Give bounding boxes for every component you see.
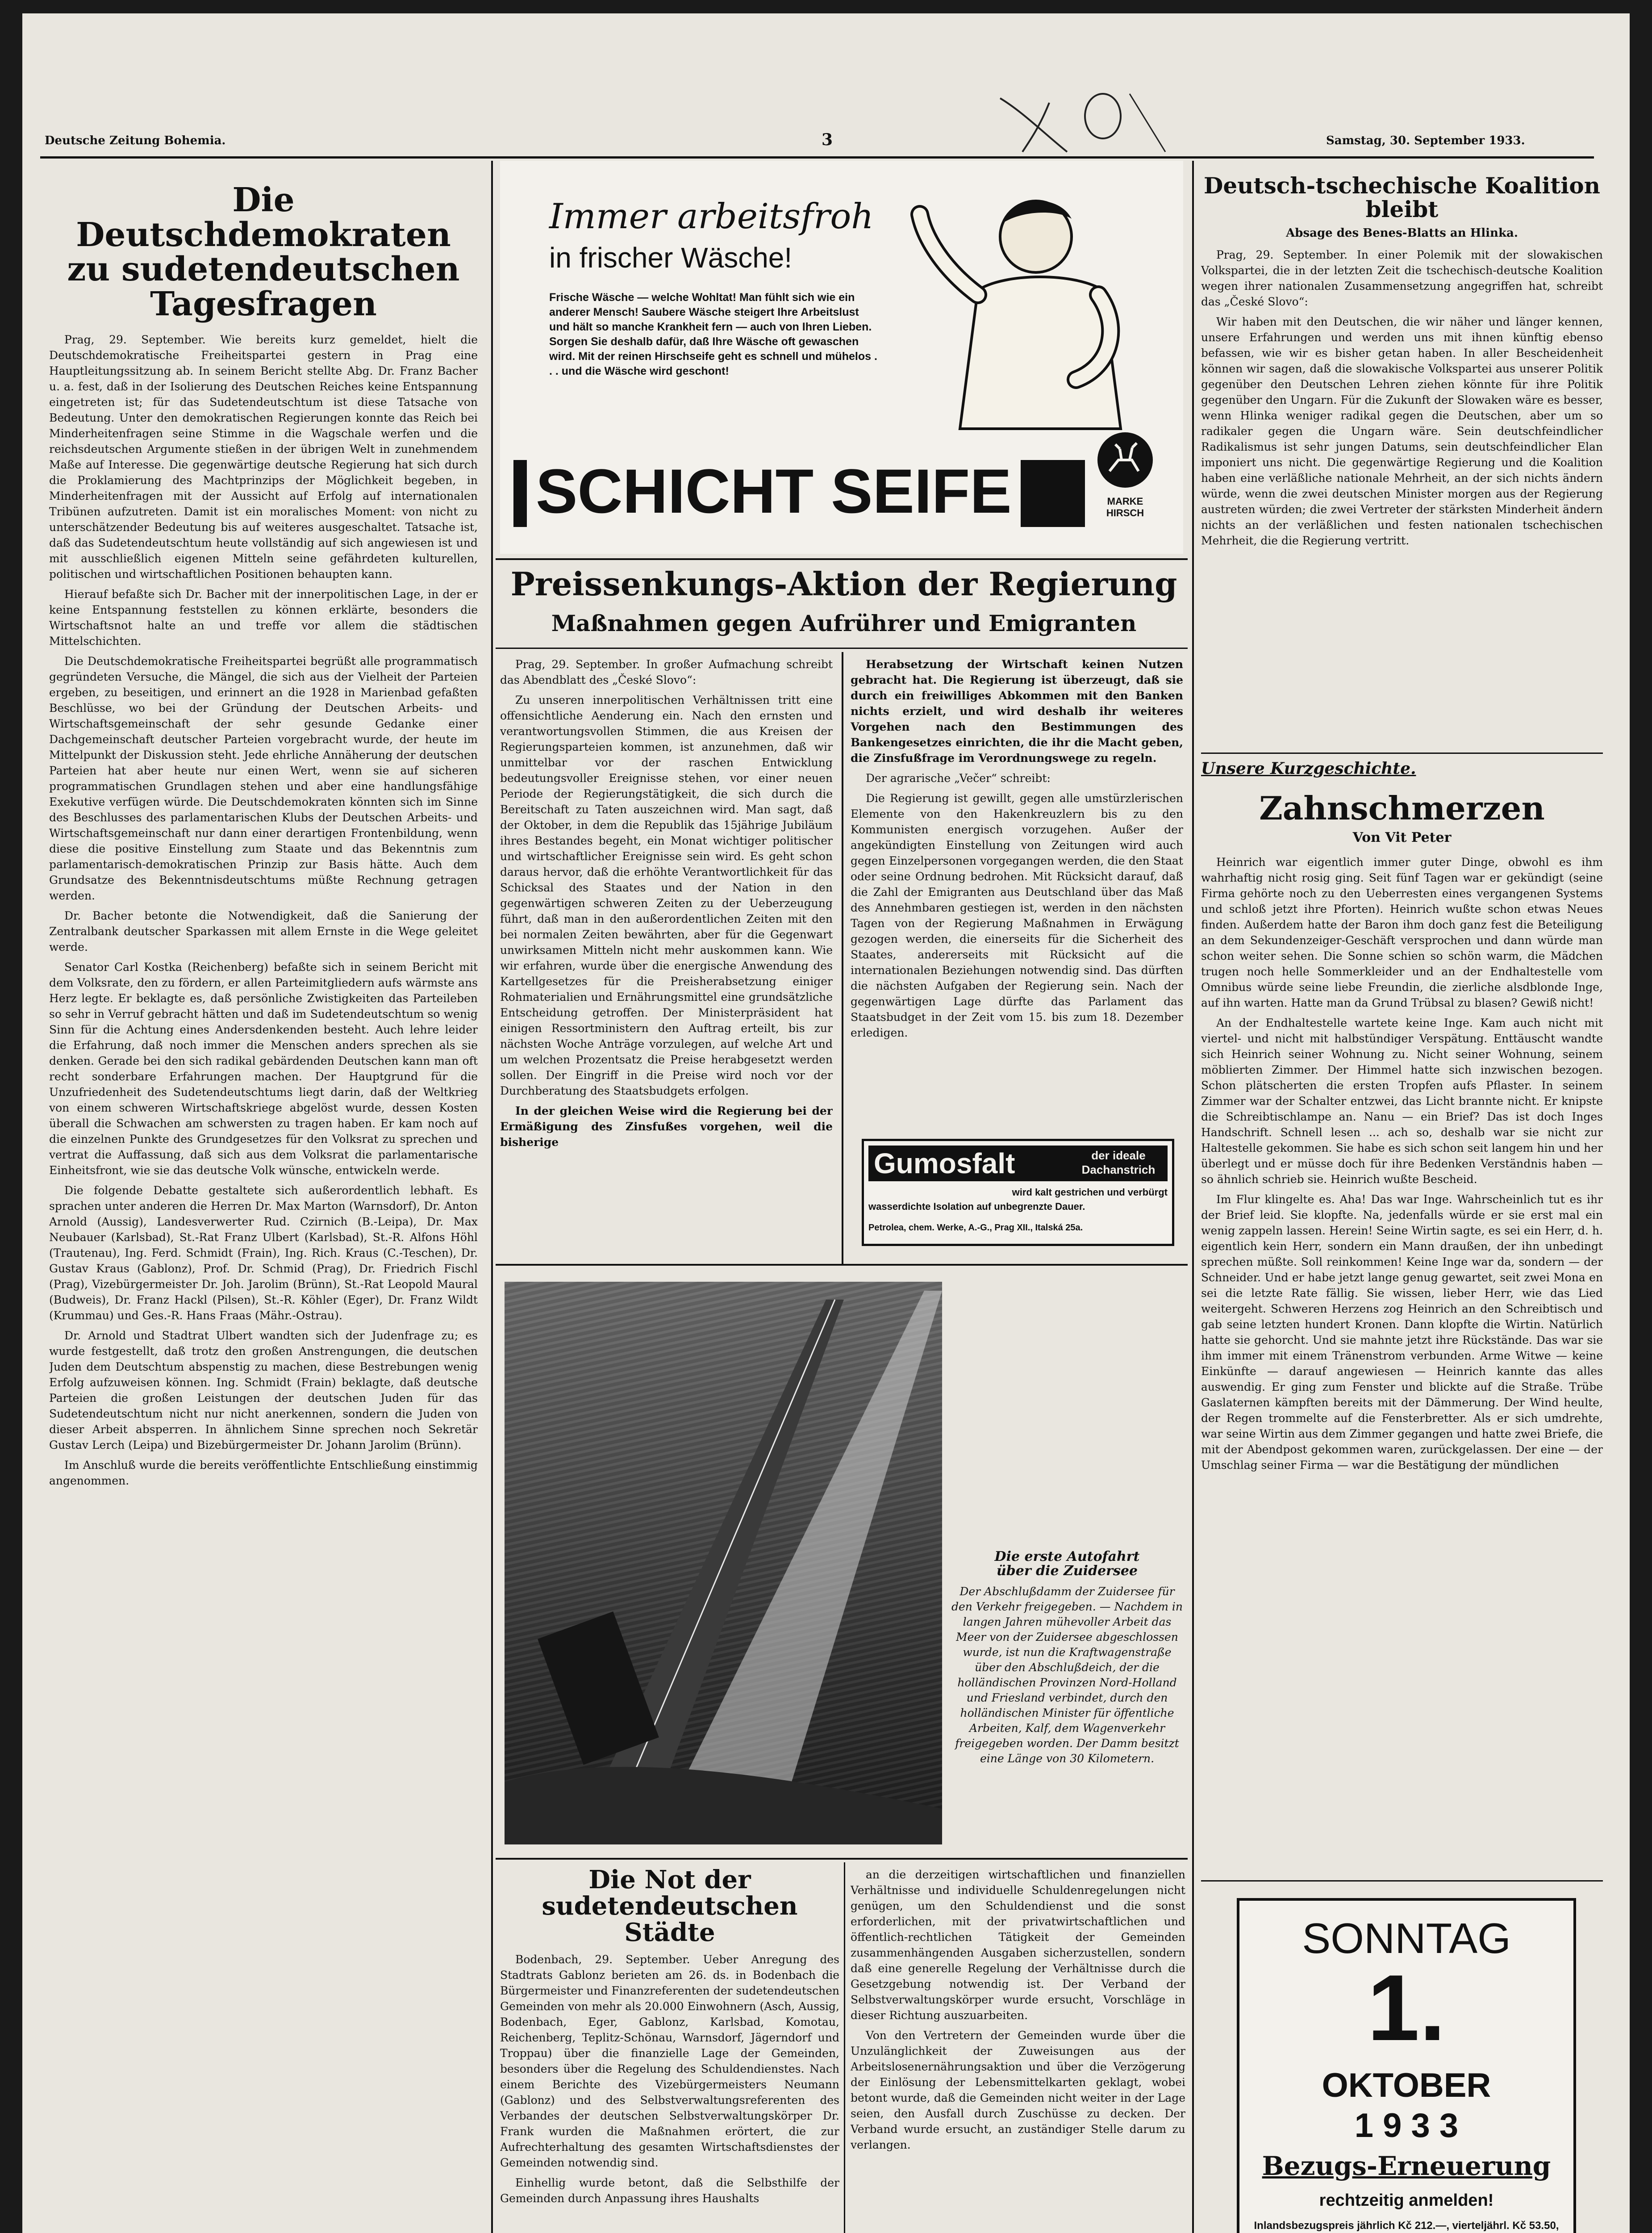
paragraph: Im Flur klingelte es. Aha! Das war Inge. Wahrscheinlich tut es ihr der Brief leid. Sie klopfte. Na, jedenfalls würde er sie erst mal ein wenig zappeln lassen. Herein! Seine Wirtin sagte, es sei ein Herr, d. h. eigentlich kein Herr, sondern ein Mann draußen, der ihn unbedingt sprechen müßte. Soll reinkommen! Keine Inge war da, sondern — der Schneider. Und er habe jetzt lange genug gewartet, seit zwei Mona en sei die letzte Rate fällig. Sie wissen, lieber Herr, wie das Lied weitergeht. Schweren Herzens zog Heinrich an den Schreibtisch und gab seine letzten hundert Kronen. Dann klopfte die Wirtin. Natürlich hatte sie gehorcht. Und sie mahnte jetzt ihre Rückstände. Das war sie ihm immer mit einem Tränenstrom verbunden. Arme Witwe — keine Einkünfte — darauf angewiesen — Heinrich kannte das alles auswendig. Er ging zum Fenster und blickte auf die Straße. Trübe Gaslaternen kämpften bereits mit der Dämmerung. Der Wind heulte, der Regen trommelte auf die Fensterbretter. Als er sich umdrehte, war seine Wirtin aus dem Zimmer gegangen und hatte zwei Briefe, die mit der Abendpost gekommen waren, zurückgelassen. Der eine — der Umschlag seiner Firma — war die Bestätigung der mündlichen [1201, 1192, 1603, 1472]
headline-line-2: Städte [624, 1917, 715, 1947]
paragraph: Herabsetzung der Wirtschaft keinen Nutzen gebracht hat. Die Regierung ist überzeugt, daß sie durch ein freiwilliges Abkommen mit den Banken nichts erzielt, und wird deshalb ihr weiteres Vorgehen nach den Bestimmungen des Bankengesetzes einrichten, die ihr die Macht geben, die Zinsfußfrage im Verordnungswege zu regeln. [851, 658, 1183, 765]
headline-line-1: Die Not der sudetendeutschen [542, 1865, 798, 1921]
subheadline: Absage des Benes-Blatts an Hlinka. [1286, 226, 1518, 240]
paragraph: Einhellig wurde betont, daß die Selbsthilfe der Gemeinden durch Anpassung ihres Haushalts [500, 2176, 839, 2205]
section-rule [1201, 1880, 1603, 1882]
ad-schicht-seife [500, 161, 1183, 554]
ad-gumosfalt-line-1: wird kalt gestrichen und verbürgt [1012, 1187, 1168, 1198]
paragraph: Heinrich war eigentlich immer guter Dinge, obwohl es ihm wahrhaftig nicht rosig ging. Seit fünf Tagen war er gekündigt (seine Firma gehörte noch zu den Ueberresten eines vergangenen Systems und schloß jetzt ihre Pforten). Heinrich wußte schon etwas Neues finden. Außerdem hatte der Baron ihm doch ganz fest die Beteiligung an dem Sekundenzeiger-Geschäft versprochen und dann würde man schon weiter sehen. Die Sonne schien so schön warm, die Mädchen trugen noch helle Sommerkleider und an der Endhaltestelle vom Omnibus würde seine liebe Freundin, die zierliche alsdblonde Inge, auf ihn warten. Hatte man da Grund Trübsal zu blasen? Gewiß nicht! [1201, 855, 1603, 1009]
article-not-der-staedte-col-2 [851, 1867, 1185, 2233]
ad-slogan-2: in frischer Wäsche! [549, 242, 793, 274]
article-body [1201, 247, 1603, 716]
masthead-date: Samstag, 30. September 1933. [1326, 134, 1525, 147]
newspaper-page [22, 13, 1630, 2233]
paragraph: an die derzeitigen wirtschaftlichen und finanziellen Verhältnisse und individuelle Schuldenregelungen nicht genügen, um den Schuldendienst und die sonst erforderlichen, mit der privatwirtschaftlichen und öffentlich-rechtlichen Tätigkeit der Gemeinden zusammenhängenden Ausgaben sicherzustellen, sondern daß eine generelle Regelung der Verhältnisse durch die Gesetzgebung notwendig ist. Der Verband der Selbstverwaltungskörper wurde ersucht, Vorschläge in dieser Richtung auszuarbeiten. [851, 1868, 1185, 2022]
paragraph: Prag, 29. September. In großer Aufmachung schreibt das Abendblatt des „České Slovo“: [500, 658, 833, 686]
ad-marke-label [1089, 496, 1161, 519]
paragraph: Dr. Bacher betonte die Notwendigkeit, daß die Sanierung der Zentralbank deutscher Sparkassen mit allem Ernste in die Wege geleitet werde. [49, 909, 478, 953]
ad-slogan-1: Immer arbeitsfroh [549, 197, 874, 237]
masthead-paper: Deutsche Zeitung Bohemia. [45, 134, 226, 147]
headline-line-2: zu sudetendeutschen [67, 250, 460, 289]
article-preissenkung-col-2 [851, 657, 1183, 1125]
hirsch-deer-logo [1094, 429, 1156, 491]
washing-man-illustration [889, 179, 1174, 447]
ad-hirsch: HIRSCH [1106, 507, 1144, 519]
ad-year: 1 9 3 3 [1354, 2107, 1459, 2145]
paragraph: Zu unseren innerpolitischen Verhältnissen tritt eine offensichtliche Aenderung ein. Nach den ernsten und verantwortungsvollen Stimmen, die aus Kreisen der Regierungsparteien kommen, ist anzunehmen, daß wir unmittelbar vor der raschen Entwicklung bedeutungsvoller Ereignisse stehen, vor einer neuen Periode der Regierungstätigkeit, die sich durch die Bereitschaft zu Taten auszeichnen wird. Man sagt, daß der Oktober, in dem die Republik das 15jährige Jubiläum ihres Bestandes begeht, ein Monat wichtiger politischer und wirtschaftlicher Ereignisse sein wird. Es geht schon daraus hervor, daß die erhöhte Verantwortlichkeit für das Schicksal des Staates und der Nation in den gegenwärtigen schweren Zeiten zu der Ueberzeugung führt, daß man in den außerordentlichen Zeiten mit den bei normalen Zeiten bewährten, aber für die Gegenwart unwirksamen Mitteln nicht mehr auskommen kann. Wie wir erfahren, wurde über die energische Anwendung des Kartellgesetzes für die Preisherabsetzung einiger Rohmaterialien und Ernährungsmittel eine grundsätzliche Entscheidung getroffen. Der Ministerpräsident hat einigen Ressortministern den Auftrag erteilt, bis zur nächsten Woche Anträge vorzulegen, auf welche Art und um welchen Prozentsatz die Preise herabgesetzt werden sollen. Der Eingriff in die Preise wird noch vor der Durchberatung des Staatsbudgets erfolgen. [500, 694, 833, 1097]
story-body [1201, 854, 1603, 1917]
paragraph: Im Anschluß wurde die bereits veröffentlichte Entschließung einstimmig angenommen. [49, 1458, 478, 1487]
headline-line-1: Deutsch-tschechische Koalition [1203, 172, 1600, 199]
story-title: Zahnschmerzen [1259, 789, 1545, 827]
article-zahnschmerzen [1201, 759, 1603, 1917]
photo-caption: Der Abschlußdamm der Zuidersee für den Verkehr freigegeben. — Nachdem in langen Jahren mühevoller Arbeit das Meer von der Zuidersee abgeschlossen wurde, ist nun die Kraftwagenstraße über den Abschlußdeich, der die holländischen Provinzen Nord-Holland und Friesland verbindet, durch den holländischen Minister für öffentliche Arbeiten, Kalf, dem Wagenverkehr freigegeben worden. Der Damm besitzt eine Länge von 30 Kilometern. [951, 1585, 1183, 1765]
paragraph: In der gleichen Weise wird die Regierung bei der Ermäßigung des Zinsfußes vorgehen, weil die bisherige [500, 1104, 833, 1149]
column-divider [844, 1862, 845, 2233]
headline-line-2: bleibt [1365, 196, 1439, 222]
handwritten-mark [996, 85, 1183, 161]
headline-line-3: Tagesfragen [150, 285, 377, 324]
ad-gumosfalt [862, 1139, 1174, 1246]
article-not-der-staedte [500, 1867, 839, 2233]
photo-title-1: Die erste Autofahrt [994, 1549, 1140, 1564]
section-label: Unsere Kurzgeschichte. [1201, 759, 1416, 778]
ad-marke: MARKE [1107, 496, 1143, 507]
section-rule [496, 648, 1188, 649]
paragraph: Prag, 29. September. Wie bereits kurz gemeldet, hielt die Deutschdemokratische Freiheitspartei gestern in Prag eine Hauptleitungssitzung ab. In seinem Bericht stellte Abg. Dr. Franz Bacher u. a. fest, daß in der Isolierung des Deutschen Reiches keine Entspannung eingetreten ist; für das Sudetendeutschtum ist diese Tatsache von Bedeutung. Unter den demokratischen Regierungen konnte das Reich bei Minderheitenfragen seine Stimme in die Wagschale werfen und die reichsdeutschen Argumente stießen in der übrigen Welt in zunehmendem Maße auf Interesse. Die gegenwärtige deutsche Regierung hat sich durch die Proklamierung des Machtprinzips der Möglichkeit begeben, in Minderheitenfragen mit der Aussicht auf Erfolg auf internationalen Tribünen aufzutreten. Damit ist ein moralisches Moment: von nicht zu unterschätzender Bedeutung bis auf weiteres ausgeschaltet. Tatsache ist, daß das Sudetendeutschtum heute vollständig auf sich angewiesen ist und mit ausschließlich eigenen Mitteln seine gefährdeten kulturellen, politischen und wirtschaftlichen Positionen behaupten kann. [49, 333, 478, 581]
section-rule [496, 558, 1188, 560]
headline-preissenkung: Preissenkungs-Aktion der Regierung [510, 565, 1177, 603]
paragraph: Senator Carl Kostka (Reichenberg) befaßte sich in seinem Bericht mit dem Volksrate, den zu fördern, er allen Parteimitgliedern aufs wärmste ans Herz legte. Er beklagte es, daß persönliche Zwistigkeiten das Parteileben so sehr in Verruf gebracht hätten und daß im Sudetendeutschtum so wenig Sinn für die Achtung eines Andersdenkenden besteht. Auch lehre leider die Erfahrung, daß noch immer die Menschen anders sprechen als sie denken. Gerade bei den sich radikal gebärdenden Deutschen kann man oft recht sonderbare Erfahrungen machen. Der Hauptgrund für die Unzufriedenheit des Sudetendeutschtums liegt darin, daß der Weltkrieg von einem schweren Wirtschaftskriege abgelöst wurde, dessen Kosten überall die Schwachen am schwersten zu tragen haben. Er kam noch auf die einzelnen Punkte des Grundgesetzes für den Volksrat zu sprechen und vertrat die Auffassung, daß sich aus dem Volksrat die parlamentarische Einheitsfront, wie sie das deutsche Volk wünsche, entwickeln werde. [49, 960, 478, 1177]
section-rule [496, 1858, 1188, 1860]
page-number: 3 [822, 130, 833, 149]
section-rule [1201, 753, 1603, 754]
story-author: Von Vit Peter [1352, 829, 1452, 845]
zuidersee-photo [505, 1282, 942, 1844]
ad-gumosfalt-line-3: Petrolea, chem. Werke, A.-G., Prag XII., Italská 25a. [868, 1223, 1083, 1233]
article-body [49, 332, 478, 2233]
photo-title-2: über die Zuidersee [996, 1563, 1138, 1579]
ad-note: rechtzeitig anmelden! [1319, 2191, 1494, 2210]
article-koalition [1201, 174, 1603, 716]
article-body [500, 1952, 839, 2233]
ad-gumosfalt-brand: Gumosfalt [874, 1147, 1015, 1179]
paragraph: Wir haben mit den Deutschen, die wir näher und länger kennen, unsere Erfahrungen und werden uns mit ihnen künftig ebenso befassen, wie wir es bisher getan haben. In aller Bescheidenheit können wir sagen, daß die slowakische Volkspartei aus unserer Politik gegenüber den Deutschen Lehren ziehen könnte für ihre Politik gegenüber den Ungarn. Für die Zukunft der Slowaken wäre es besser, wenn Hlinka weniger radikal gegen die Deutschen, aber um so radikaler gegen die Ungarn wäre. Sein deutschfeindlicher Radikalismus ist sehr jungen Datums, sein deutschfeindlicher Elan imponiert uns nicht. Die gegenwärtige Regierung und die Koalition haben eine verläßliche nationale Mehrheit, an der sich nichts ändern würde, wenn die zwei deutschen Minister morgen aus der Regierung austreten würden; die zwei Vertreter der stärksten Minderheit ändern nichts an der verläßlichen und festen nationalen tschechischen Mehrheit, die die Regierung vertritt. [1201, 315, 1603, 547]
ad-brand: SCHICHT SEIFE [527, 456, 1021, 527]
ad-gumosfalt-tag-2: Dachanstrich [1081, 1163, 1156, 1176]
ad-gumosfalt-tag-1: der ideale [1091, 1149, 1146, 1162]
ad-sonntag [1237, 1898, 1576, 2233]
ad-day: SONNTAG [1302, 1915, 1511, 1962]
ad-price: Inlandsbezugspreis jährlich Kč 212.—, vierteljährl. Kč 53.50, [1254, 2220, 1559, 2232]
column-divider [1192, 161, 1194, 2233]
paragraph: Die Deutschdemokratische Freiheitspartei begrüßt alle programmatisch gegründeten Versuche, die Mängel, die sich aus der Vielheit der Parteien ergeben, zu beseitigen, und erinnert an die 1928 in Marienbad gefaßten Beschlüsse, wo bei der Gründung der Deutschen Arbeits- und Wirtschaftsgemeinschaft der sehr gesunde Gedanke einer Dachgemeinschaft deutscher Parteien vorgebracht wurde, der heute im Mittelpunkt der Diskussion steht. Jede ehrliche Annäherung der deutschen Parteien hat aber heute nur einen Wert, wenn sie auf sicheren programmatischen Grundlagen stehen und aber eine handlungsfähige Exekutive verfügen würde. Die Deutschdemokraten könnten sich im Sinne des Beschlusses des parlamentarischen Klubs der Deutschen Arbeits- und Wirtschaftsgemeinschaft nur dann einer derartigen Frontenbildung, wenn diese die positive Einstellung zum Staate und das Bekenntnis zum parlamentarisch-demokratischen Prinzip zur Basis hätte. Auch dem Grundsatze des Bekenntnisdeutschtums müßte Rechnung getragen werden. [49, 654, 478, 902]
headline-line-1: Die Deutschdemokraten [76, 181, 451, 254]
ad-gumosfalt-tag [1074, 1148, 1163, 1177]
ad-month: OKTOBER [1322, 2066, 1491, 2104]
article-deutschdemokraten [49, 183, 478, 2233]
masthead-rule [40, 156, 1594, 159]
photo-caption-block [951, 1550, 1183, 1766]
ad-renewal: Bezugs-Erneuerung [1262, 2151, 1551, 2181]
section-rule [496, 1264, 1188, 1266]
paragraph: Dr. Arnold und Stadtrat Ulbert wandten sich der Judenfrage zu; es wurde festgestellt, daß trotz den großen Anstrengungen, die deutschen Juden dem Deutschtum abspenstig zu machen, diese Bestrebungen wenig Erfolg aufzuweisen können. Ing. Schmidt (Frain) beklagte, daß deutsche Parteien die großen Leistungen der deutschen Juden für das Sudetendeutschtum nicht nur nicht anerkennen, sondern die Juden von dieser Arbeit absperren. In ähnlichem Sinne sprechen noch Sekretär Gustav Lerch (Leipa) und Bizebürgermeister Dr. Johann Jarolim (Brünn). [49, 1329, 478, 1451]
article-preissenkung-col-1 [500, 657, 833, 1259]
subheadline-preissenkung: Maßnahmen gegen Aufrührer und Emigranten [551, 610, 1137, 636]
column-divider [842, 652, 843, 1264]
paragraph: Der agrarische „Večer“ schreibt: [866, 772, 1051, 785]
column-divider [491, 161, 493, 2233]
paragraph: Die Regierung ist gewillt, gegen alle umstürzlerischen Elemente von den Hakenkreuzlern bis zu den Kommunisten energisch vorzugehen. Außer der angekündigten Einstellung von Zeitungen wird auch gegen Einzelpersonen vorgegangen werden, die den Staat oder seine Ordnung bedrohen. Mit Rücksicht darauf, daß die Zahl der Emigranten aus Deutschland über das Maß des Annehmbaren gestiegen ist, werden in den nächsten Tagen von der Regierung Maßnahmen in Erwägung gezogen werden, die einerseits für die Sicherheit des Staates, andererseits mit Rücksicht auf die internationalen Beziehungen notwendig sind. Das dürften die nächsten Aufgaben der Regierung sein. Nach der gegenwärtigen Lage dürfte das Parlament das Staatsbudget in der Zeit vom 15. bis zum 18. Dezember erledigen. [851, 792, 1183, 1039]
ad-date-number: 1. [1367, 1955, 1446, 2060]
paragraph: Prag, 29. September. In einer Polemik mit der slowakischen Volkspartei, die in der letzten Zeit die tschechisch-deutsche Koalition wegen ihrer nationalen Zusammensetzung angegriffen hat, schreibt das „České Slovo“: [1201, 248, 1603, 308]
paragraph: Von den Vertretern der Gemeinden wurde über die Unzulänglichkeit der Zuweisungen aus der Arbeitslosenernährungsaktion und über die Verzögerung der Einlösung der Lebensmittelkarten geklagt, wobei betont wurde, daß die Gemeinden nicht weiter in der Lage seien, den Ausfall durch Zuschüsse zu decken. Der Verband wurde ersucht, an zuständiger Stelle darum zu verlangen. [851, 2029, 1185, 2151]
paragraph: Die folgende Debatte gestaltete sich außerordentlich lebhaft. Es sprachen unter anderen die Herren Dr. Max Marton (Warnsdorf), Dr. Anton Arnold (Aussig), Landesverwerter Rud. Czirnich (B.-Leipa), Dr. Max Neubauer (Karlsbad), St.-Rat Franz Ulbert (Karlsbad), St.-R. Alfons Höhl (Trautenau), Ing. Ferd. Schmidt (Frain), Ing. Rich. Kraus (C.-Teschen), Dr. Gustav Kraus (Gablonz), Prof. Dr. Schmid (Prag), Dr. Friedrich Fischl (Prag), Vizebürgermeister Dr. Joh. Jarolim (Brünn), St.-Rat Leopold Maural (Budweis), Dr. Franz Hackl (Pilsen), St.-R. Köhler (Eger), Dr. Franz Wildt (Krummau) und Ges.-R. Hans Fraas (Mähr.-Ostrau). [49, 1183, 478, 1322]
paragraph: An der Endhaltestelle wartete keine Inge. Kam auch nicht mit viertel- und nicht mit halbstündiger Verspätung. Enttäuscht wandte sich Heinrich seiner Wohnung zu. Nicht seiner Wohnung, seinem möblierten Zimmer. Der Himmel hatte sich inzwischen bezogen. Schon plätscherten die ersten Tropfen aufs Pflaster. In seinem Zimmer war der Schalter entzwei, das Licht brannte nicht. Er knipste die Schreibtischlampe an. Nanu — ein Brief? Das ist doch Inges Handschrift. Schnell lesen ... ach so, deshalb war sie nicht zur Haltestelle gekommen. Sie habe es sich schon seit langem hin und her überlegt und er müsse doch für ihre Bedenken Verständnis haben — so ähnlich schrieb sie. Heinrich wußte Bescheid. [1201, 1016, 1603, 1186]
ad-body: Frische Wäsche — welche Wohltat! Man fühlt sich wie ein anderer Mensch! Saubere Wäsche steigert Ihre Arbeitslust und hält so manche Krankheit fern — auch von Ihren Lieben. Sorgen Sie deshalb dafür, daß Ihre Wäsche oft gewaschen wird. Mit der reinen Hirschseife geht es schnell und mühelos . . . und die Wäsche wird geschont! [549, 291, 877, 377]
paragraph: Hierauf befaßte sich Dr. Bacher mit der innerpolitischen Lage, in der er keine Entspannung feststellen zu können erklärte, besonders die Wirtschaftsnot halte an und treffe vor allem die städtischen Mittelschichten. [49, 587, 478, 648]
paragraph: Bodenbach, 29. September. Ueber Anregung des Stadtrats Gablonz berieten am 26. ds. in Bodenbach die Bürgermeister und Finanzreferenten der sudetendeutschen Gemeinden von mehr als 20.000 Einwohnern (Asch, Aussig, Bodenbach, Eger, Gablonz, Karlsbad, Komotau, Reichenberg, Teplitz-Schönau, Warnsdorf, Jägerndorf und Troppau) über die finanzielle Lage der Gemeinden, besonders über die Regelung des Schuldendienstes. Nach einem Berichte des Vizebürgermeisters Neumann (Gablonz) und des Selbstverwaltungsreferenten des Verbandes der deutschen Selbstverwaltungskörper Dr. Frank wurden die Maßnahmen erörtert, die zur Aufrechterhaltung des gesamten Wirtschaftsdienstes der Gemeinden notwendig sind. [500, 1953, 839, 2170]
ad-gumosfalt-line-2: wasserdichte Isolation auf unbegrenzte Dauer. [868, 1201, 1085, 1212]
dam-road-illustration [505, 1282, 942, 1844]
